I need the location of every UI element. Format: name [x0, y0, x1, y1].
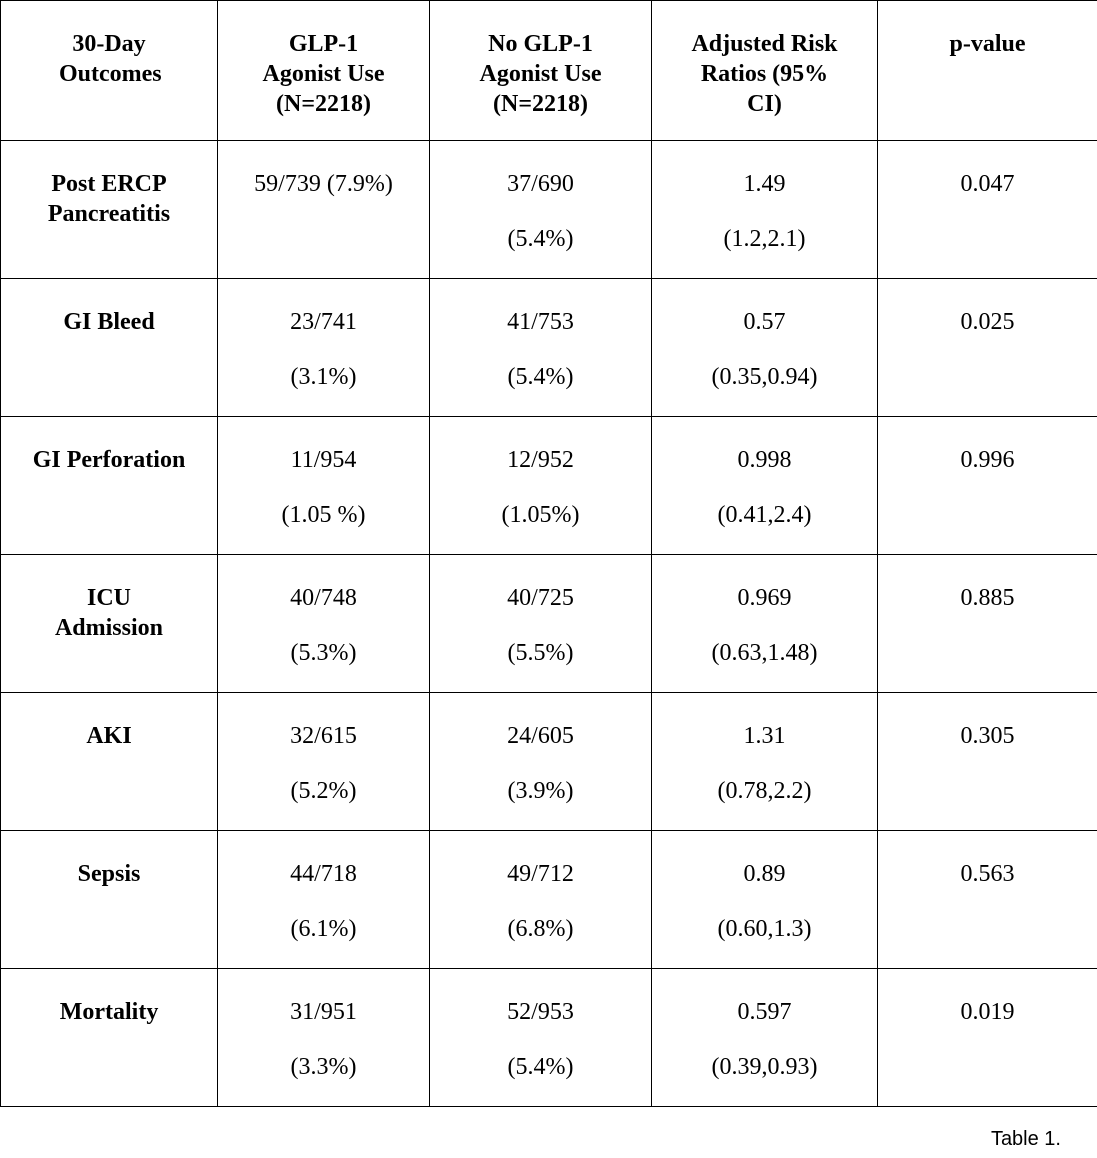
glp1-cell — [218, 555, 430, 693]
no-glp1-cell — [430, 417, 652, 555]
no-glp1-count: 40/725 — [507, 585, 574, 611]
no-glp1-percent: (5.4%) — [507, 226, 574, 252]
header-risk-ratio: Adjusted Risk Ratios (95% CI) — [652, 1, 878, 141]
risk-ratio-value: 1.49 — [743, 171, 786, 197]
glp1-count: 40/748 — [290, 585, 357, 611]
no-glp1-percent: (1.05%) — [501, 502, 580, 528]
glp1-cell — [218, 969, 430, 1107]
risk-ratio-value: 0.969 — [737, 585, 792, 611]
header-no-glp1: No GLP-1 Agonist Use (N=2218) — [430, 1, 652, 141]
outcome-label: GI Bleed — [63, 309, 155, 335]
p-value: 0.996 — [960, 447, 1015, 473]
p-value: 0.305 — [960, 723, 1015, 749]
no-glp1-cell — [430, 555, 652, 693]
no-glp1-cell — [430, 141, 652, 279]
no-glp1-count: 12/952 — [507, 447, 574, 473]
outcome-cell — [1, 969, 218, 1107]
glp1-cell — [218, 693, 430, 831]
confidence-interval: (1.2,2.1) — [723, 226, 806, 252]
header-row — [1, 1, 1097, 141]
no-glp1-percent: (6.8%) — [507, 916, 574, 942]
glp1-percent: (1.05 %) — [281, 502, 366, 528]
outcome-cell — [1, 417, 218, 555]
outcome-cell — [1, 693, 218, 831]
p-value-cell — [878, 279, 1097, 417]
table-row — [1, 693, 1097, 831]
confidence-interval: (0.78,2.2) — [717, 778, 812, 804]
glp1-count: 44/718 — [290, 861, 357, 887]
risk-ratio-cell — [652, 279, 878, 417]
p-value: 0.885 — [960, 585, 1015, 611]
p-value: 0.019 — [960, 999, 1015, 1025]
no-glp1-percent: (3.9%) — [507, 778, 574, 804]
glp1-percent: (5.2%) — [290, 778, 357, 804]
outcome-cell — [1, 279, 218, 417]
outcome-cell — [1, 141, 218, 279]
no-glp1-count: 41/753 — [507, 309, 574, 335]
header-glp1: GLP-1 Agonist Use (N=2218) — [218, 1, 430, 141]
header-outcome: 30-Day Outcomes — [1, 1, 218, 141]
glp1-cell — [218, 831, 430, 969]
outcome-label: GI Perforation — [32, 447, 186, 473]
no-glp1-cell — [430, 831, 652, 969]
glp1-cell — [218, 279, 430, 417]
confidence-interval: (0.35,0.94) — [711, 364, 818, 390]
glp1-percent: (3.3%) — [290, 1054, 357, 1080]
outcome-label: Mortality — [59, 999, 159, 1025]
risk-ratio-cell — [652, 831, 878, 969]
risk-ratio-value: 0.89 — [743, 861, 786, 887]
p-value-cell — [878, 693, 1097, 831]
table-row — [1, 969, 1097, 1107]
confidence-interval: (0.63,1.48) — [711, 640, 818, 666]
outcome-label: Sepsis — [77, 861, 141, 887]
no-glp1-percent: (5.4%) — [507, 364, 574, 390]
glp1-percent: (3.1%) — [290, 364, 357, 390]
outcome-label: Post ERCP Pancreatitis — [47, 171, 171, 227]
no-glp1-count: 49/712 — [507, 861, 574, 887]
glp1-count: 32/615 — [290, 723, 357, 749]
risk-ratio-cell — [652, 417, 878, 555]
header-p-value: p-value — [878, 1, 1097, 141]
no-glp1-cell — [430, 693, 652, 831]
table-row — [1, 417, 1097, 555]
p-value: 0.047 — [960, 171, 1015, 197]
glp1-count: 23/741 — [290, 309, 357, 335]
glp1-percent: (5.3%) — [290, 640, 357, 666]
risk-ratio-cell — [652, 693, 878, 831]
p-value: 0.563 — [960, 861, 1015, 887]
risk-ratio-cell — [652, 969, 878, 1107]
risk-ratio-value: 0.597 — [737, 999, 792, 1025]
p-value: 0.025 — [960, 309, 1015, 335]
no-glp1-count: 24/605 — [507, 723, 574, 749]
table-caption: Table 1. — [990, 1128, 1061, 1150]
outcome-label: ICU Admission — [54, 585, 164, 641]
p-value-cell — [878, 417, 1097, 555]
risk-ratio-cell — [652, 555, 878, 693]
risk-ratio-cell — [652, 141, 878, 279]
table-body — [1, 141, 1097, 1107]
table-row — [1, 279, 1097, 417]
risk-ratio-value: 0.57 — [743, 309, 786, 335]
glp1-count: 31/951 — [290, 999, 357, 1025]
table-row — [1, 141, 1097, 279]
no-glp1-percent: (5.4%) — [507, 1054, 574, 1080]
confidence-interval: (0.60,1.3) — [717, 916, 812, 942]
table-row — [1, 555, 1097, 693]
table-row — [1, 831, 1097, 969]
no-glp1-percent: (5.5%) — [507, 640, 574, 666]
outcome-label: AKI — [86, 723, 132, 749]
p-value-cell — [878, 831, 1097, 969]
p-value-cell — [878, 555, 1097, 693]
no-glp1-count: 37/690 — [507, 171, 574, 197]
no-glp1-count: 52/953 — [507, 999, 574, 1025]
outcome-cell — [1, 555, 218, 693]
no-glp1-cell — [430, 969, 652, 1107]
no-glp1-cell — [430, 279, 652, 417]
p-value-cell — [878, 969, 1097, 1107]
risk-ratio-value: 0.998 — [737, 447, 792, 473]
glp1-count: 11/954 — [290, 447, 357, 473]
glp1-count: 59/739 (7.9%) — [254, 171, 393, 197]
glp1-cell — [218, 141, 430, 279]
outcome-cell — [1, 831, 218, 969]
confidence-interval: (0.39,0.93) — [711, 1054, 818, 1080]
risk-ratio-value: 1.31 — [743, 723, 786, 749]
p-value-cell — [878, 141, 1097, 279]
glp1-percent: (6.1%) — [290, 916, 357, 942]
confidence-interval: (0.41,2.4) — [717, 502, 812, 528]
glp1-cell — [218, 417, 430, 555]
